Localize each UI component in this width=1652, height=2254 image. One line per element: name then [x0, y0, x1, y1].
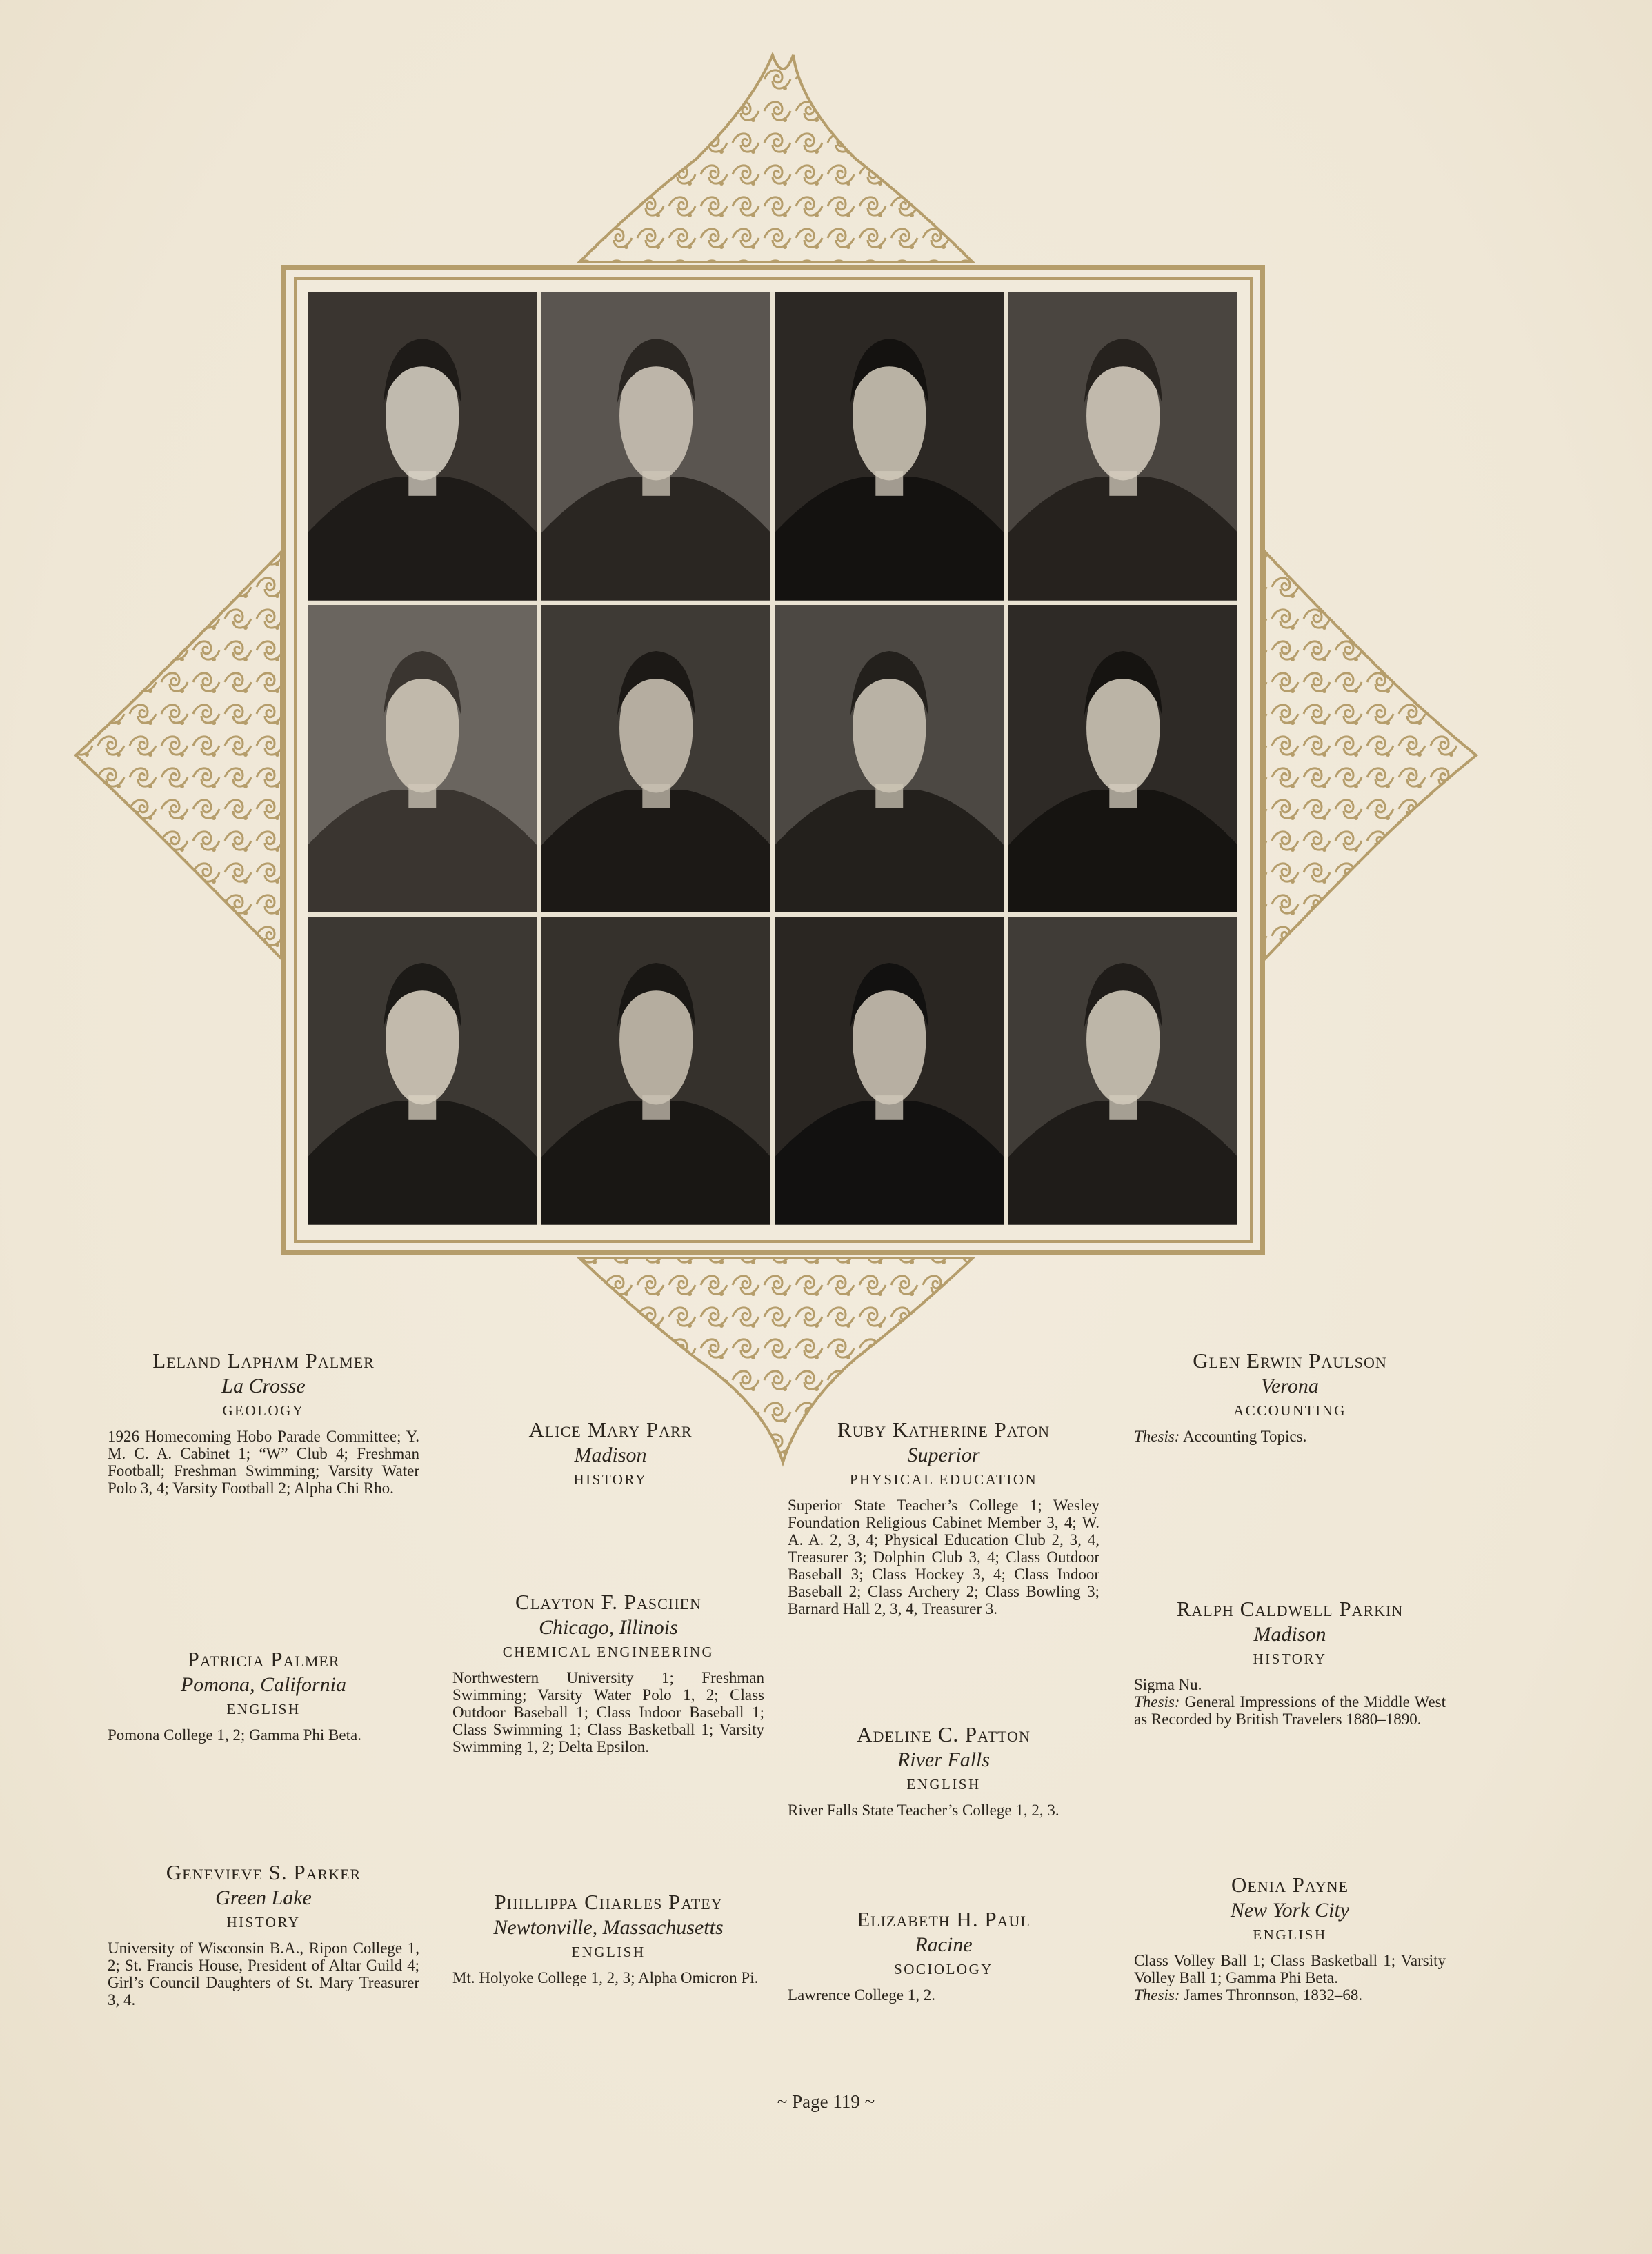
activities-record — [1134, 1676, 1446, 1728]
student-portrait — [1008, 917, 1238, 1225]
student-name: Adeline C. Patton — [857, 1722, 1031, 1746]
activities-record: University of Wisconsin B.A., Ripon College 1, 2; St. Francis House, President of Altar Guild 4; Girl’s Council Daughters of St. Mary Treasurer 3, 4. — [108, 1939, 419, 2008]
major: CHEMICAL ENGINEERING — [502, 1644, 715, 1660]
bio-alice-parr — [476, 1417, 745, 1488]
activities-record: Superior State Teacher’s College 1; Wesley Foundation Religious Cabinet Member 3, 4; W. A. A. 2, 3, 4; Physical Education Club 2, 3, 4, Treasurer 3; Dolphin Club 3, 4; Class Outdoor Baseball 3; Class Hockey 3, 4; Class Indoor Baseball 2; Class Archery 2; Class Bowling 3; Barnard Hall 2, 3, 4, Treasurer 3. — [788, 1497, 1099, 1617]
student-name: Ruby Katherine Paton — [837, 1417, 1051, 1442]
fraternity: Sigma Nu. — [1134, 1676, 1202, 1693]
student-name: Oenia Payne — [1231, 1873, 1349, 1897]
student-portrait — [775, 292, 1004, 601]
hometown: Green Lake — [215, 1886, 312, 1909]
activities-record: 1926 Homecoming Hobo Parade Committee; Y. M. C. A. Cabinet 1; “W” Club 4; Freshman Football; Freshman Swimming; Varsity Water Polo 3, 4; Varsity Football 2; Alpha Chi Rho. — [108, 1428, 419, 1497]
bio-leland-palmer — [108, 1348, 419, 1497]
hometown: Pomona, California — [180, 1673, 346, 1696]
thesis-title: Accounting Topics. — [1182, 1428, 1307, 1445]
bio-ruby-paton — [788, 1417, 1099, 1617]
student-portrait — [308, 292, 537, 601]
bio-patricia-palmer — [108, 1647, 419, 1744]
thesis-label: Thesis: — [1134, 1693, 1180, 1711]
bio-glen-paulson — [1134, 1348, 1446, 1445]
major: GEOLOGY — [222, 1402, 305, 1419]
bio-genevieve-parker — [108, 1860, 419, 2008]
thesis-record — [1134, 1693, 1446, 1728]
activities-record — [1134, 1952, 1446, 2004]
activities-record: Lawrence College 1, 2. — [788, 1986, 935, 2004]
student-portrait — [775, 917, 1004, 1225]
student-name: Leland Lapham Palmer — [152, 1348, 375, 1373]
bio-ralph-parkin — [1134, 1597, 1446, 1728]
student-name: Clayton F. Paschen — [515, 1590, 701, 1614]
student-name: Phillippa Charles Patey — [494, 1890, 723, 1914]
major: ENGLISH — [571, 1944, 646, 1960]
hometown: Madison — [1253, 1623, 1326, 1646]
student-name: Ralph Caldwell Parkin — [1176, 1597, 1404, 1621]
thesis-title: James Thronnson, 1832–68. — [1184, 1986, 1363, 2004]
major: PHYSICAL EDUCATION — [849, 1471, 1038, 1488]
major: ENGLISH — [1253, 1926, 1327, 1943]
activities-record: Mt. Holyoke College 1, 2, 3; Alpha Omicron Pi. — [452, 1969, 759, 1986]
page-number: ~ Page 119 ~ — [777, 2091, 875, 2112]
bio-elizabeth-paul — [788, 1907, 1099, 2004]
major: HISTORY — [1253, 1650, 1327, 1667]
student-portrait — [541, 917, 771, 1225]
student-name: Alice Mary Parr — [528, 1417, 693, 1442]
activities-record: Northwestern University 1; Freshman Swimming; Varsity Water Polo 1, 2; Class Outdoor Baseball 1; Class Indoor Baseball 1; Class Swimming 1; Class Basketball 1; Varsity Swimming 1, 2; Delta Epsilon. — [452, 1669, 764, 1755]
thesis-record — [1134, 1428, 1446, 1445]
major: SOCIOLOGY — [894, 1961, 993, 1977]
student-portrait — [308, 605, 537, 913]
bio-oenia-payne — [1134, 1873, 1446, 2004]
hometown: Racine — [915, 1933, 973, 1956]
hometown: Newtonville, Massachusetts — [493, 1916, 724, 1939]
thesis-label: Thesis: — [1134, 1428, 1180, 1445]
student-name: Glen Erwin Paulson — [1193, 1348, 1387, 1373]
activities: Class Volley Ball 1; Class Basketball 1; Varsity Volley Ball 1; Gamma Phi Beta. — [1134, 1952, 1446, 1986]
student-name: Genevieve S. Parker — [166, 1860, 361, 1884]
hometown: Chicago, Illinois — [539, 1616, 678, 1639]
student-portrait — [308, 917, 537, 1225]
thesis-label: Thesis: — [1134, 1986, 1180, 2004]
major: ENGLISH — [906, 1776, 981, 1793]
bio-adeline-patton — [788, 1722, 1099, 1819]
thesis-title: General Impressions of the Middle West as Recorded by British Travelers 1880–1890. — [1134, 1693, 1446, 1728]
hometown: La Crosse — [221, 1375, 306, 1397]
student-portrait — [541, 292, 771, 601]
hometown: River Falls — [897, 1748, 991, 1771]
major: ENGLISH — [226, 1701, 301, 1717]
activities-record: River Falls State Teacher’s College 1, 2, 3. — [788, 1802, 1059, 1819]
student-portrait — [1008, 292, 1238, 601]
student-portrait — [775, 605, 1004, 913]
student-name: Patricia Palmer — [187, 1647, 340, 1671]
hometown: Verona — [1261, 1375, 1319, 1397]
bio-phillippa-patey — [452, 1890, 764, 1986]
portrait-grid — [308, 292, 1237, 1225]
major: HISTORY — [226, 1914, 301, 1931]
activities-record: Pomona College 1, 2; Gamma Phi Beta. — [108, 1726, 361, 1744]
student-name: Elizabeth H. Paul — [857, 1907, 1031, 1931]
hometown: New York City — [1230, 1899, 1350, 1922]
thesis-record — [1134, 1986, 1446, 2004]
bio-clayton-paschen — [452, 1590, 764, 1755]
student-portrait — [1008, 605, 1238, 913]
major: HISTORY — [573, 1471, 648, 1488]
major: ACCOUNTING — [1233, 1402, 1346, 1419]
hometown: Madison — [574, 1444, 647, 1466]
student-portrait — [541, 605, 771, 913]
hometown: Superior — [907, 1444, 980, 1466]
